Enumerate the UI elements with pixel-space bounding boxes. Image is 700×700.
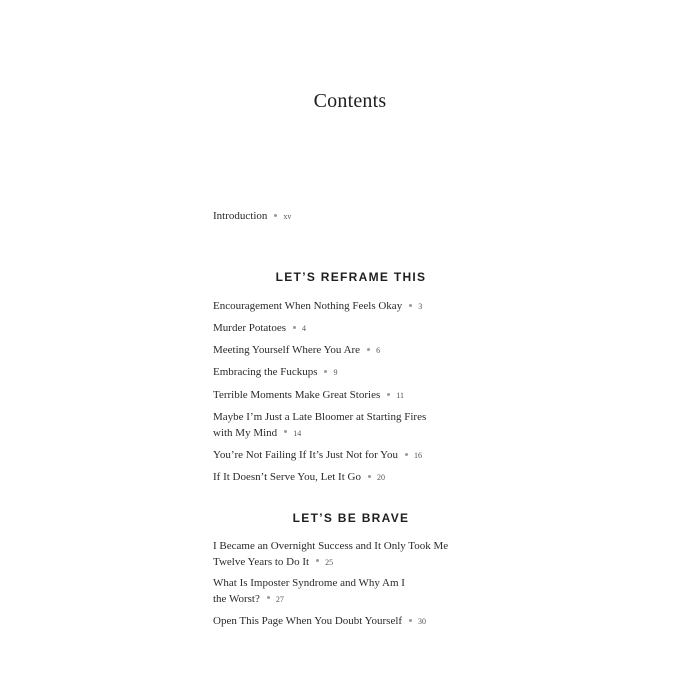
toc-entry-title: What Is Imposter Syndrome and Why Am I [213, 577, 405, 589]
toc-entry-title: Embracing the Fuckups [213, 366, 318, 378]
toc-entry-page: 9 [333, 368, 338, 377]
toc-entry-title: Terrible Moments Make Great Stories [213, 389, 381, 401]
page-title: Contents [313, 90, 387, 112]
toc-entry[interactable] [213, 343, 513, 359]
toc-entry-page: 16 [413, 451, 422, 460]
toc-entry-title-cont: Twelve Years to Do It [213, 555, 310, 568]
toc-entry-page: 20 [376, 473, 385, 482]
toc-entry-title: Maybe I’m Just a Late Bloomer at Starting Fires [213, 411, 427, 423]
dot-separator [316, 559, 319, 562]
toc-entry-title-cont: the Worst? [213, 592, 260, 605]
dot-separator [267, 596, 270, 599]
toc-entry-title: If It Doesn’t Serve You, Let It Go [213, 471, 361, 483]
toc-entry[interactable] [213, 448, 513, 464]
dot-separator [409, 619, 412, 622]
toc-entry[interactable] [213, 576, 513, 607]
dot-separator [284, 430, 287, 433]
toc-entry[interactable] [213, 539, 513, 570]
toc-entry[interactable] [213, 209, 513, 225]
toc-entry[interactable] [213, 388, 513, 404]
toc-entry-page: 30 [418, 617, 427, 626]
toc-entry-page: 4 [302, 324, 307, 333]
toc-entry-page: 6 [376, 346, 381, 355]
toc-entry[interactable] [213, 321, 513, 337]
dot-separator [293, 326, 296, 329]
dot-separator [409, 304, 412, 307]
toc-entry[interactable] [213, 410, 513, 441]
toc-entry[interactable] [213, 299, 513, 315]
toc-intro [213, 209, 513, 225]
dot-separator [405, 453, 408, 456]
section-heading: LET’S BE BRAVE [292, 511, 410, 525]
dot-separator [368, 475, 371, 478]
toc-entry-title: Meeting Yourself Where You Are [213, 344, 361, 356]
toc-entry-title: I Became an Overnight Success and It Only Took Me [213, 540, 449, 552]
toc-entry-page: xv [283, 212, 292, 221]
toc-entry-title: Encouragement When Nothing Feels Okay [213, 300, 403, 312]
toc-entry[interactable] [213, 365, 513, 381]
section-heading: LET’S REFRAME THIS [275, 270, 427, 284]
toc-entry-page: 25 [325, 557, 334, 567]
toc-entry-page: 27 [275, 594, 284, 604]
toc-entry-title: You’re Not Failing If It’s Just Not for You [213, 449, 398, 461]
toc-entry-title: Introduction [213, 210, 268, 222]
toc-entry[interactable] [213, 470, 513, 486]
toc-entry-page: 14 [293, 428, 302, 438]
toc-entry[interactable] [213, 614, 513, 630]
dot-separator [387, 393, 390, 396]
toc-entry-page: 3 [418, 302, 423, 311]
toc-entry-title: Murder Potatoes [213, 322, 287, 334]
toc-entry-page: 11 [396, 391, 404, 400]
dot-separator [274, 214, 277, 217]
dot-separator [367, 348, 370, 351]
toc-entry-title: Open This Page When You Doubt Yourself [213, 615, 403, 627]
dot-separator [324, 370, 327, 373]
toc-entry-title-cont: with My Mind [213, 426, 278, 439]
